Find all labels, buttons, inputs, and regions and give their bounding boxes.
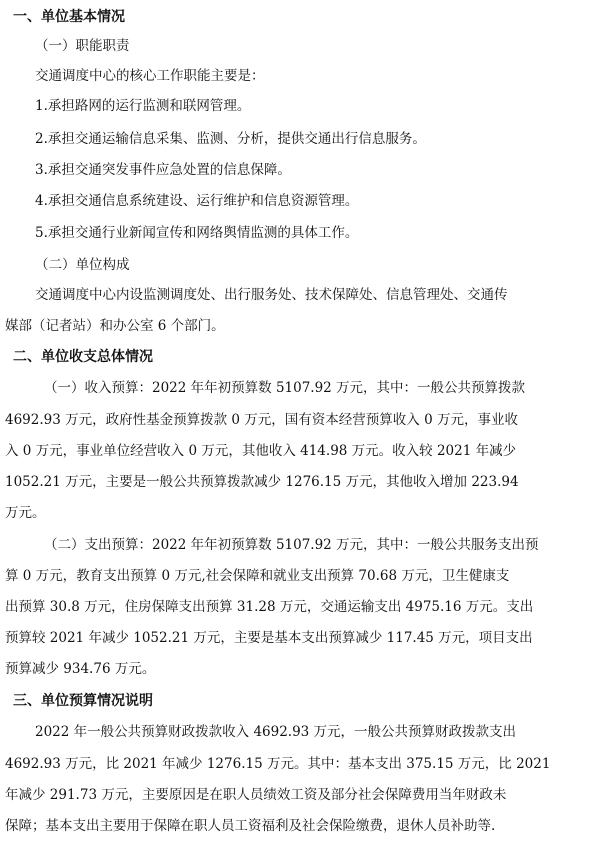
list-item: 4.承担交通信息系统建设、运行维护和信息资源管理。	[35, 193, 359, 209]
paragraph-line: （一）收入预算：2022 年年初预算数 5107.92 万元，其中：一般公共预算拨款	[44, 380, 526, 396]
paragraph-line: 算 0 万元，教育支出预算 0 万元,社会保障和就业支出预算 70.68 万元，卫生健康支	[5, 568, 510, 584]
paragraph-line: 交通调度中心的核心工作职能主要是：	[35, 68, 265, 84]
subsection-heading-structure: （二）单位构成	[35, 257, 130, 273]
paragraph-line: 入 0 万元，事业单位经营收入 0 万元，其他收入 414.98 万元。收入较 2021 年减少	[5, 443, 517, 459]
list-item: 1.承担路网的运行监测和联网管理。	[35, 98, 251, 114]
section-heading-2: 二、单位收支总体情况	[13, 349, 153, 365]
paragraph-line: 4692.93 万元，政府性基金预算拨款 0 万元，国有资本经营预算收入 0 万元，事业收	[5, 412, 518, 428]
list-item: 2.承担交通运输信息采集、监测、分析，提供交通出行信息服务。	[35, 131, 426, 147]
section-heading-1: 一、单位基本情况	[13, 9, 125, 25]
paragraph-line: 保障；基本支出主要用于保障在职人员工资福利及社会保险缴费，退休人员补助等.	[5, 818, 496, 834]
paragraph-line: 年减少 291.73 万元，主要原因是在职人员绩效工资及部分社会保障费用当年财政未	[5, 787, 507, 803]
paragraph-line: 预算较 2021 年减少 1052.21 万元，主要是基本支出预算减少 117.45 万元，项目支出	[5, 630, 533, 646]
paragraph-line: 4692.93 万元，比 2021 年减少 1276.15 万元。其中：基本支出 375.15 万元，比 2021	[5, 756, 551, 772]
paragraph-line: 媒部（记者站）和办公室 6 个部门。	[5, 318, 225, 334]
paragraph-line: 1052.21 万元，主要是一般公共预算拨款减少 1276.15 万元，其他收入增加 223.94	[5, 474, 519, 490]
list-item: 5.承担交通行业新闻宣传和网络舆情监测的具体工作。	[35, 225, 359, 241]
paragraph-line: 出预算 30.8 万元，住房保障支出预算 31.28 万元，交通运输支出 4975.16 万元。支出	[5, 599, 534, 615]
subsection-heading-functions: （一）职能职责	[35, 38, 130, 54]
paragraph-line: 万元。	[5, 505, 46, 521]
paragraph-line: 交通调度中心内设监测调度处、出行服务处、技术保障处、信息管理处、交通传	[35, 287, 508, 303]
paragraph-line: 预算减少 934.76 万元。	[5, 661, 156, 677]
paragraph-line: （二）支出预算：2022 年年初预算数 5107.92 万元，其中：一般公共服务支出预	[44, 537, 539, 553]
section-heading-3: 三、单位预算情况说明	[13, 693, 153, 709]
list-item: 3.承担交通突发事件应急处置的信息保障。	[35, 162, 291, 178]
paragraph-line: 2022 年一般公共预算财政拨款收入 4692.93 万元，一般公共预算财政拨款支出	[35, 724, 517, 740]
